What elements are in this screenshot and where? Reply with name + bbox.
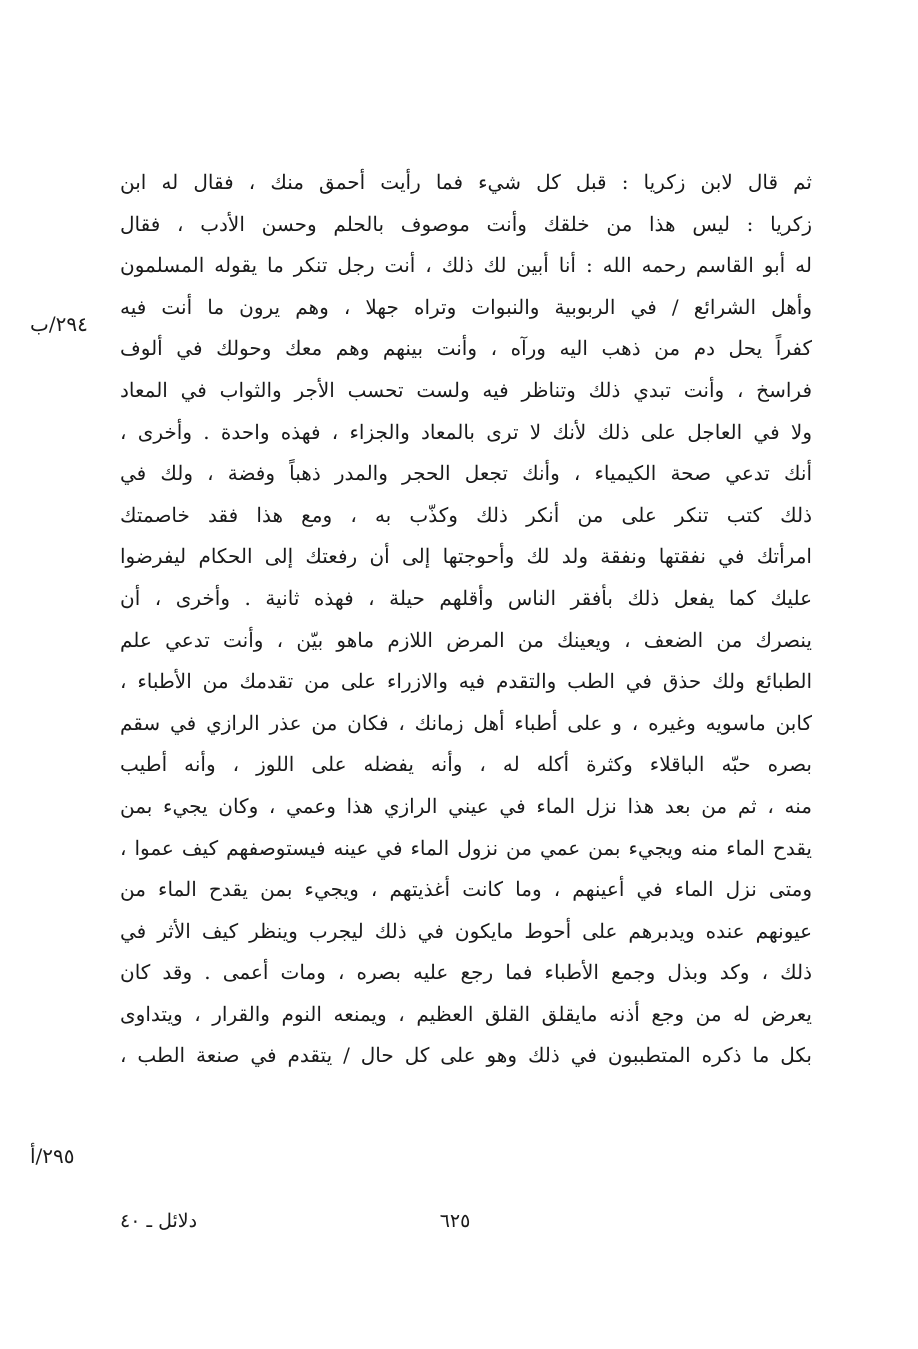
text-line: ومتى نزل الماء في أعينهم ، وما كانت أغذيتهم ، ويجيء بمن يقدح الماء من bbox=[120, 877, 812, 902]
text-line: ذلك كتب تنكر على من أنكر ذلك وكذّب به ، ومع هذا فقد خاصمتك bbox=[120, 502, 812, 527]
text-line: كفراً يحل دم من ذهب اليه ورآه ، وأنت بينهم وهم معك وحولك في ألوف bbox=[120, 336, 812, 361]
text-line: عليك كما يفعل ذلك بأفقر الناس وأقلهم حيلة ، فهذه ثانية . وأخرى ، أن bbox=[120, 585, 812, 610]
text-line: يعرض له من وجع أذنه مايقلق القلق العظيم ، ويمنعه النوم والقرار ، ويتداوى bbox=[120, 1001, 812, 1026]
text-line: له أبو القاسم رحمه الله : أنا أبين لك ذلك ، أنت رجل تنكر ما يقوله المسلمون bbox=[120, 253, 812, 278]
text-line: يقدح الماء منه ويجيء بمن عمي من نزول الماء في عينه فيستوصفهم كيف عموا ، bbox=[120, 835, 812, 860]
text-line: بصره حبّه الباقلاء وكثرة أكله له ، وأنه يفضله على اللوز ، وأنه أطيب bbox=[120, 752, 812, 777]
margin-folio-note: ٢٩٥/أ bbox=[30, 1144, 75, 1168]
footer-signature: دلائل ـ ٤٠ bbox=[120, 1210, 198, 1232]
text-line: ينصرك من الضعف ، ويعينك من المرض اللازم ماهو بيّن ، وأنت تدعي علم bbox=[120, 627, 812, 652]
text-line: عيونهم عنده ويدبرهم على أحوط مايكون في ذلك ليجرب وينظر كيف الأثر في bbox=[120, 918, 812, 943]
text-line: أنك تدعي صحة الكيمياء ، وأنك تجعل الحجر والمدر ذهباً وفضة ، ولك في bbox=[120, 461, 812, 486]
body-text bbox=[120, 162, 812, 1077]
text-line: ثم قال لابن زكريا : قبل كل شيء فما رأيت أحمق منك ، فقال له ابن bbox=[120, 170, 812, 194]
text-line: بكل ما ذكره المتطببون في ذلك وهو على كل حال / يتقدم في صنعة الطب ، bbox=[120, 1043, 812, 1068]
text-line: وأهل الشرائع / في الربوبية والنبوات وتراه جهلا ، وهم يرون ما أنت فيه bbox=[120, 294, 812, 319]
text-line: امرأتك في نفقتها ونفقة ولد لك وأحوجتها إلى أن رفعتك إلى الحكام ليفرضوا bbox=[120, 544, 812, 569]
text-line: فراسخ ، وأنت تبدي ذلك وتناظر فيه ولست تحسب الأجر والثواب في المعاد bbox=[120, 377, 812, 402]
margin-folio-note: ٢٩٤/ب bbox=[30, 312, 88, 336]
text-line: منه ، ثم من بعد هذا نزل الماء في عيني الرازي هذا وعمي ، وكان يجيء بمن bbox=[120, 793, 812, 818]
page-number: ٦٢٥ bbox=[439, 1210, 471, 1232]
text-line: زكريا : ليس هذا من خلقك وأنت موصوف بالحلم وحسن الأدب ، فقال bbox=[120, 211, 812, 236]
text-line: الطبائع ولك حذق في الطب والتقدم فيه والازراء على من تقدمك من الأطباء ، bbox=[120, 669, 812, 694]
text-line: كابن ماسويه وغيره ، و على أطباء أهل زمانك ، فكان من عذر الرازي في سقم bbox=[120, 710, 812, 735]
text-line: ذلك ، وكد وبذل وجمع الأطباء فما رجع عليه بصره ، ومات أعمى . وقد كان bbox=[120, 960, 812, 985]
text-line: ولا في العاجل على ذلك لأنك لا ترى بالمعاد والجزاء ، فهذه واحدة . وأخرى ، bbox=[120, 419, 812, 444]
